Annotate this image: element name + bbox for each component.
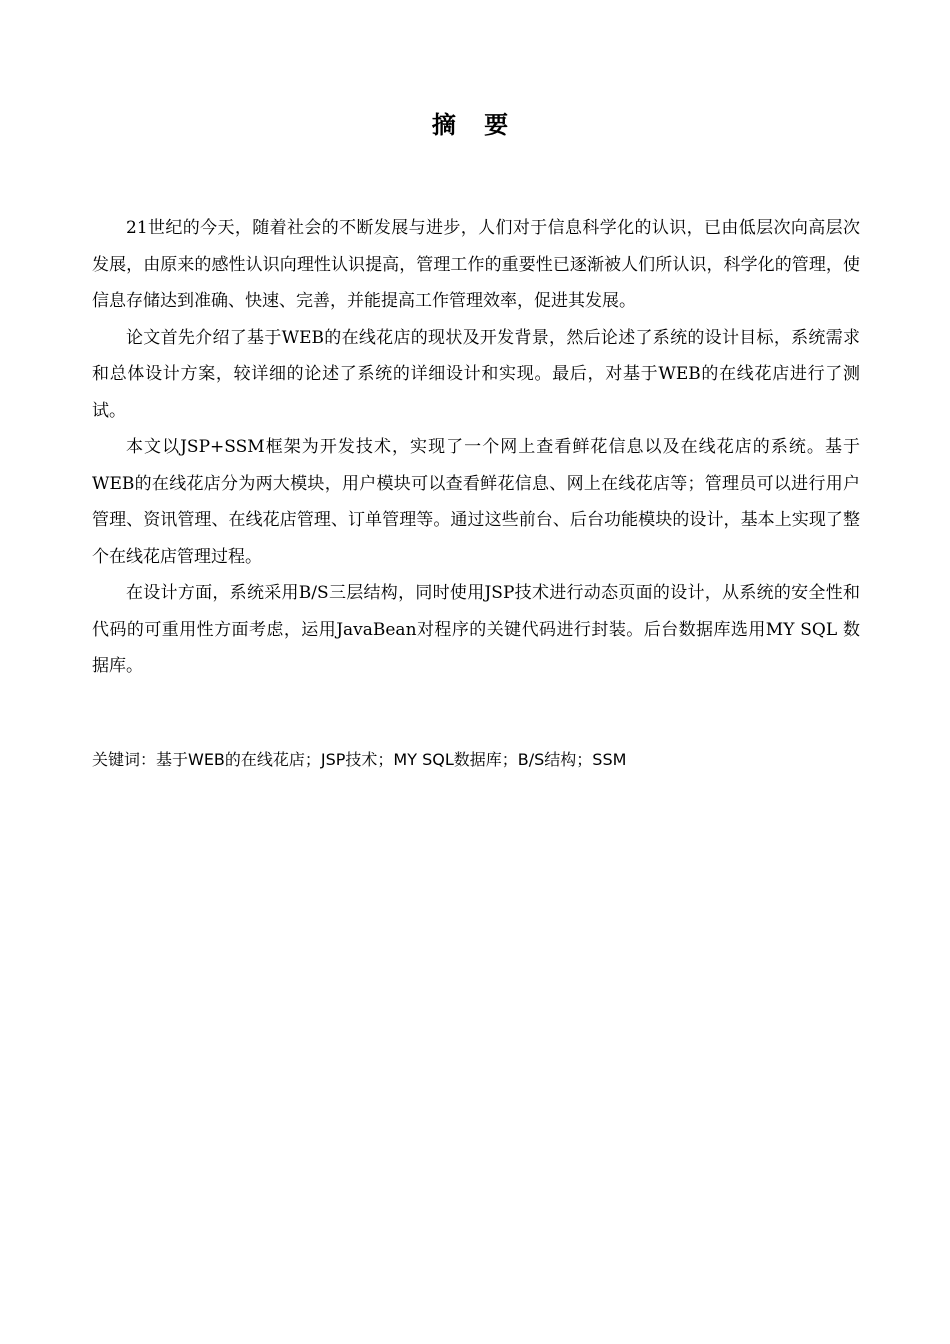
abstract-paragraph-3: 本文以JSP+SSM框架为开发技术，实现了一个网上查看鲜花信息以及在线花店的系统。基于WEB的在线花店分为两大模块，用户模块可以查看鲜花信息、网上在线花店等；管理员可以进行用户管理、资讯管理、在线花店管理、订单管理等。通过这些前台、后台功能模块的设计，基本上实现了整个在线花店管理过程。 <box>92 437 860 567</box>
abstract-paragraph-1: 21世纪的今天，随着社会的不断发展与进步，人们对于信息科学化的认识，已由低层次向高层次发展，由原来的感性认识向理性认识提高，管理工作的重要性已逐渐被人们所认识，科学化的管理，使信息存储达到准确、快速、完善，并能提高工作管理效率，促进其发展。 <box>92 218 860 311</box>
abstract-paragraph-2: 论文首先介绍了基于WEB的在线花店的现状及开发背景，然后论述了系统的设计目标，系统需求和总体设计方案，较详细的论述了系统的详细设计和实现。最后，对基于WEB的在线花店进行了测试。 <box>92 327 860 421</box>
abstract-title: 摘 要 <box>431 111 519 139</box>
abstract-paragraph-4: 在设计方面，系统采用B/S三层结构，同时使用JSP技术进行动态页面的设计，从系统的安全性和代码的可重用性方面考虑，运用JavaBean对程序的关键代码进行封装。后台数据库选用MY SQL 数据库。 <box>92 583 860 676</box>
keywords-line: 关键词：基于WEB的在线花店；JSP技术；MY SQL数据库；B/S结构；SSM <box>92 750 627 769</box>
abstract-body <box>92 210 860 685</box>
